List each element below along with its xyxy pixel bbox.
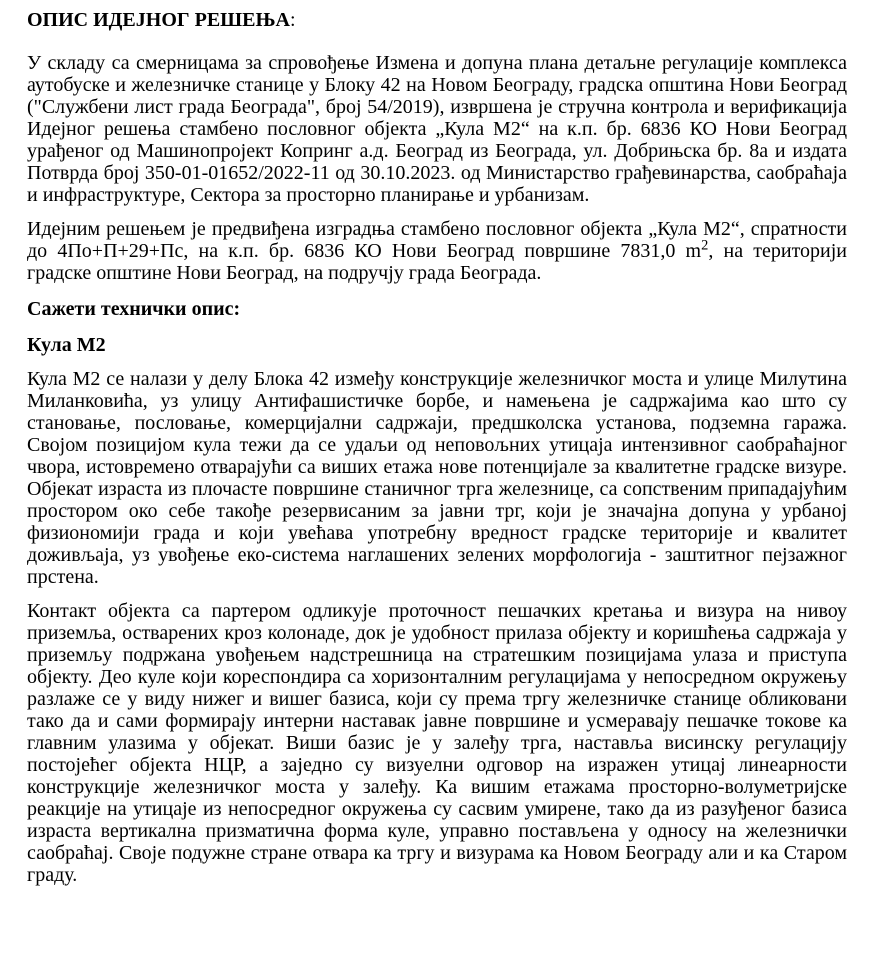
- document-title-colon: :: [289, 9, 296, 31]
- document-title: [27, 9, 847, 31]
- heading-kula-m2: Кула М2: [27, 334, 106, 356]
- heading-technical-description: Сажети технички опис:: [27, 298, 241, 320]
- paragraph-ground-contact: Контакт објекта са партером одликује проточност пешачких кретања и визура на нивоу приземља, остварених кроз колонаде, док је удобност прилаза објекту и коришћења садржаја у приземљу подржана увођењем надстрешница на стратешким позицијама улаза и приступа објекту. Део куле који кореспондира са хоризонталним регулацијама у непосредном окружењу разлаже се у виду нижег и вишег базиса, који су према тргу железничке станице обликовани тако да и сами формирају интерни наставак јавне површине и усмеравају пешачке токове ка главним улазима у објекат. Виши базис је у залеђу трга, наставља висинску регулацију постојећег објекта НЦР, а заједно су визуелни одговор на изражен утицај линеарности конструкције железничког моста у залеђу. Ка вишим етажама просторно-волуметријске реакције на утицаје из непосредног окружења су сасвим умирене, тако да из разуђеног базиса израста вертикална призматична форма куле, управно постављена у односу на железнички саобраћај. Своје подужне стране отвара ка тргу и визурама ка Новом Београду али и ка Старом граду.: [27, 600, 847, 886]
- paragraph-object-summary: [27, 218, 847, 284]
- object-summary-text-before-superscript: Идејним решењем је предвиђена изградња стамбено пословног објекта „Кула М2“, спратности до 4По+П+29+Пс, на к.п. бр. 6836 КО Нови Београд површине 7831,0 m: [27, 218, 847, 262]
- object-summary-text-after-superscript: , на територији градске општине Нови Београд, на подручју града Београда.: [27, 240, 848, 284]
- paragraph-intro-verification: У складу са смерницама за спровођење Измена и допуна плана детаљне регулације комплекса аутобуске и железничке станице у Блоку 42 на Новом Београду, градска општина Нови Београд ("Службени лист града Београда", број 54/2019), извршена је стручна контрола и верификација Идејног решења стамбено пословног објекта „Кула М2“ на к.п. бр. 6836 КО Нови Београд урађеног од Машинопројект Копринг а.д. Београд из Београда, ул. Добрињска бр. 8а и издата Потврда број 350-01-01652/2022-11 од 30.10.2023. од Министарство грађевинарства, саобраћаја и инфраструктуре, Сектора за просторно планирање и урбанизам.: [27, 52, 847, 206]
- paragraph-tower-location: Кула М2 се налази у делу Блока 42 између конструкције железничког моста и улице Милутина Миланковића, уз улицу Антифашистичке борбе, и намењена је садржајима као што су становање, пословање, комерцијални садржаји, предшколска установа, подземна гаража. Својом позицијом кула тежи да се удаљи од неповољних утицаја интензивног саобраћајног чвора, истовремено отварајући са виших етажа нове потенцијале за квалитетне градске визуре. Објекат израста из плочасте површине станичног трга железнице, са сопственим припадајућим простором око себе такође резервисаним за јавни трг, који је значајна допуна у урбаној физиономији града и који увећава употребну вредност градске територије и квалитет доживљаја, уз увођење еко-система наглашених зелених морфологија - заштитног пејзажног прстена.: [27, 368, 847, 588]
- square-meter-superscript: 2: [701, 237, 709, 254]
- document-title-text: ОПИС ИДЕЈНОГ РЕШЕЊА: [27, 9, 290, 31]
